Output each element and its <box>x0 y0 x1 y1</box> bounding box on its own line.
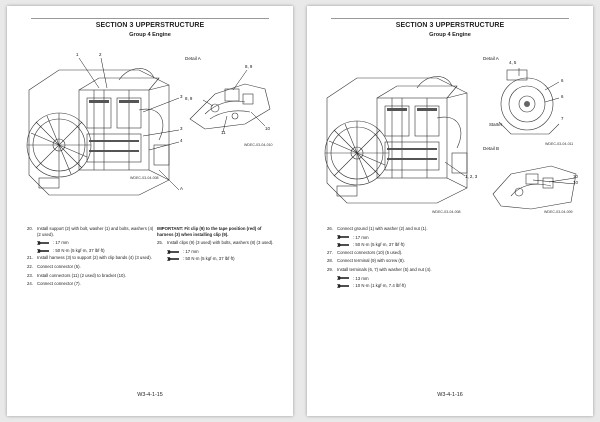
callout-7: 7 <box>561 116 564 121</box>
step-text: Connect terminal (9) with screw (8). <box>337 258 405 264</box>
right-text-column <box>327 226 477 291</box>
figure-code-main: WDEC-03-04-008 <box>130 176 159 180</box>
torque-value: : 50 N·m (5 kgf·m, 37 lbf·ft) <box>53 247 105 253</box>
engine-illustration <box>19 50 189 200</box>
step-text: Install connectors (11) (2 used) to bracket (10). <box>37 272 127 278</box>
detail-a-illustration <box>185 64 275 134</box>
engine-illustration <box>317 58 487 208</box>
figure-code-detail: WDEC-03-04-010 <box>244 143 273 147</box>
procedure-step <box>327 226 477 232</box>
step-text: Install harness (3) to support (2) with clip bands (4) (3 used). <box>37 255 152 261</box>
step-number: 21. <box>27 255 33 261</box>
group-title: Group 4 Engine <box>129 32 171 38</box>
torque-spec <box>167 256 279 262</box>
callout-4-5: 4, 5 <box>509 60 517 65</box>
callout-4: 4 <box>180 138 183 143</box>
callout-8-9-top: 8, 9 <box>245 64 253 69</box>
callout-11: 11 <box>221 130 226 135</box>
callout-10: 10 <box>265 126 270 131</box>
torque-value: : 13 mm <box>353 275 369 281</box>
torque-value: : 17 mm <box>53 240 69 246</box>
page-number: W3-4-1-15 <box>137 392 163 398</box>
callout-6a: 6 <box>561 78 564 83</box>
header-rule <box>331 18 569 19</box>
section-title: SECTION 3 UPPERSTRUCTURE <box>395 22 505 29</box>
procedure-step <box>27 226 155 237</box>
figure-code-detail-b: WDEC-03-04-009 <box>544 210 573 214</box>
detail-b-illustration <box>491 154 581 212</box>
callout-10a: 10 <box>573 174 578 179</box>
torque-spec <box>37 248 155 254</box>
step-number: 24. <box>27 281 33 287</box>
callout-6b: 6 <box>561 94 564 99</box>
callout-3a: 3 <box>180 94 183 99</box>
detail-a-label: Detail A <box>483 56 499 61</box>
detail-a-drawing <box>489 64 569 140</box>
page-number: W3-4-1-16 <box>437 392 463 398</box>
wrench-icon <box>337 284 349 288</box>
callout-a: A <box>180 186 183 191</box>
callout-3b: 3 <box>180 126 183 131</box>
procedure-step <box>27 281 155 287</box>
torque-spec <box>37 240 155 246</box>
wrench-icon <box>337 243 349 247</box>
callout-2: 2 <box>99 52 102 57</box>
step-text: Connect ground (1) with washer (2) and nut (1). <box>337 226 428 231</box>
step-number: 27. <box>327 249 333 255</box>
procedure-step <box>327 258 477 264</box>
group-title: Group 4 Engine <box>429 32 471 38</box>
torque-value: : 50 N·m (5 kgf·m, 37 lbf·ft) <box>183 256 235 262</box>
torque-spec <box>337 283 477 289</box>
torque-value: : 17 mm <box>353 234 369 240</box>
step-text: Install clips (9) (3 used) with bolts, washers (8) (3 used). <box>167 240 274 246</box>
wrench-icon <box>167 250 179 254</box>
wrench-icon <box>37 249 49 253</box>
figure-code-main: WDEC-03-04-008 <box>432 210 461 214</box>
torque-spec <box>337 242 477 248</box>
procedure-step <box>327 267 477 273</box>
torque-spec <box>337 235 477 241</box>
callout-1-2-3: 1, 2, 3 <box>465 174 478 179</box>
step-number: 23. <box>27 272 33 278</box>
callout-1: 1 <box>76 52 79 57</box>
procedure-step <box>27 264 155 270</box>
left-text-column-1 <box>27 226 155 290</box>
torque-value: : 10 N·m (1 kgf·m, 7.4 lbf·ft) <box>353 283 406 289</box>
step-number: 20. <box>27 226 33 231</box>
right-page <box>307 6 593 416</box>
torque-value: : 50 N·m (5 kgf·m, 37 lbf·ft) <box>353 242 405 248</box>
procedure-step <box>327 250 477 256</box>
procedure-step <box>27 273 155 279</box>
procedure-step <box>27 255 155 261</box>
step-text: Connect connector (5). <box>37 263 81 269</box>
wrench-icon <box>337 276 349 280</box>
left-page <box>7 6 293 416</box>
detail-a-illustration <box>489 60 569 140</box>
starter-label: Starter <box>489 122 503 127</box>
step-number: 28. <box>327 258 333 264</box>
important-note: IMPORTANT: Fit clip (9) to the tape position (red) of harness (3) when installing clip (9). <box>157 226 262 237</box>
torque-spec <box>167 249 279 255</box>
step-number: 26. <box>327 226 333 231</box>
torque-value: : 17 mm <box>183 248 199 254</box>
engine-drawing <box>19 50 189 200</box>
step-text: Install support (2) with bolt, washer (1) and bolts, washers (4) (2 used). <box>37 226 154 237</box>
procedure-step <box>157 240 279 246</box>
header-rule <box>31 18 269 19</box>
wrench-icon <box>37 241 49 245</box>
left-text-column-2 <box>157 226 279 264</box>
detail-b-label: Detail B <box>483 146 500 151</box>
section-title: SECTION 3 UPPERSTRUCTURE <box>95 22 205 29</box>
step-text: Install terminals (6, 7) with washer (5) and nut (4). <box>337 266 432 272</box>
callout-10b: 10 <box>573 180 578 185</box>
wrench-icon <box>337 235 349 239</box>
detail-a-label: Detail A <box>185 56 201 61</box>
figure-code-detail-a: WDEC-03-04-011 <box>545 142 574 146</box>
callout-8-9-left: 8, 9 <box>185 96 193 101</box>
step-number: 29. <box>327 266 333 272</box>
step-text: Connect connector (7). <box>37 281 81 287</box>
torque-spec <box>337 276 477 282</box>
left-steps-25 <box>157 240 279 262</box>
step-number: 22. <box>27 263 33 269</box>
wrench-icon <box>167 257 179 261</box>
step-number: 25. <box>157 240 163 246</box>
engine-drawing <box>317 58 487 208</box>
detail-a-drawing <box>185 64 275 134</box>
step-text: Connect connectors (10) (5 used). <box>337 249 403 255</box>
detail-b-drawing <box>491 154 581 212</box>
